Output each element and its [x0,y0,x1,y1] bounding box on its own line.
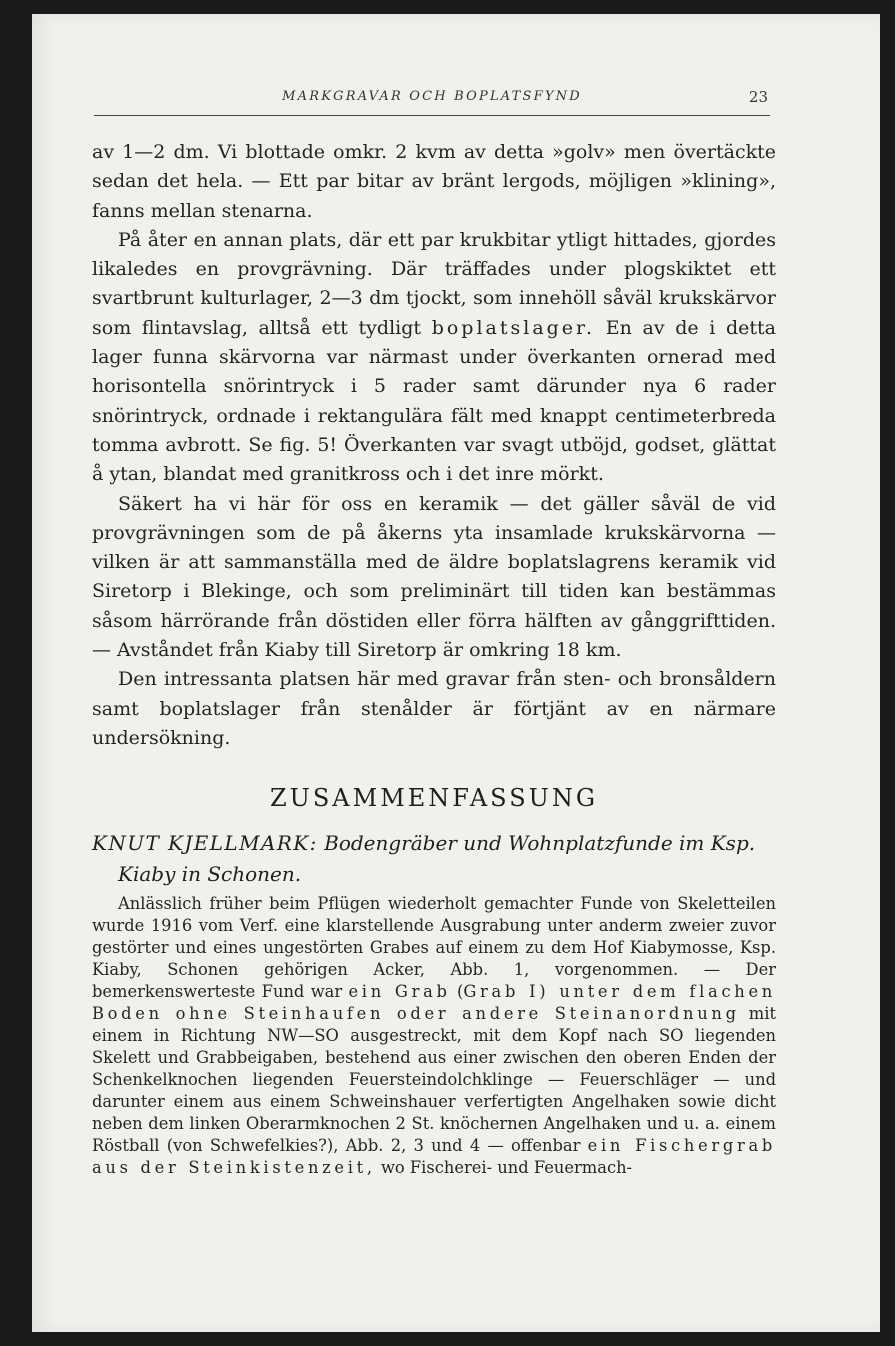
paragraph-1 [92,138,776,226]
paragraph-1-text: av 1—2 dm. Vi blottade omkr. 2 kvm av detta »golv» men övertäckte sedan det hela. — Ett par bitar av bränt lergods, möjligen »klining», fanns mellan stenarna. [92,141,776,222]
summary-text-c: mit einem in Richtung NW—SO ausgestreckt, mit dem Kopf nach SO liegenden Skelett und Grabbeigaben, bestehend aus einer zwischen den oberen Enden der Schenkelknochen liegenden Feuersteindolchklinge — Feuerschläger — und darunter einem aus einem Schweinshauer verfertigten Angelhaken sowie dicht neben dem linken Oberarmknochen 2 St. knöchernen Angelhaken und u. a. einem Röstball (von Schwefelkies?), Abb. 2, 3 und 4 — offenbar [92,1004,776,1156]
paragraph-2-text-b: En av de i detta lager funna skärvorna var närmast under överkanten ornerad med horisontella snörintryck i 5 rader samt därunder nya 6 rader snörintryck, ordnade i rektangulära fält med knappt centimeterbreda tomma avbrott. Se fig. 5! Överkanten var svagt utböjd, godset, glättat å ytan, blandat med granitkross och i det inre mörkt. [92,316,776,486]
page-number: 23 [748,88,768,106]
summary-paragraph [92,893,776,1179]
summary-heading: ZUSAMMENFASSUNG [269,784,599,813]
paragraph-2 [92,226,776,490]
running-head: MARKGRAVAR OCH BOPLATSFYND [282,89,582,104]
paragraph-3-text: Säkert ha vi här för oss en keramik — det gäller såväl de vid provgrävningen som de på åkerns yta insamlade krukskärvorna — vilken är att sammanställa med de äldre boplatslagrens keramik vid Siretorp i Blekinge, och som preliminärt till tiden kan bestämmas såsom härrörande från döstiden eller förra hälften av gånggrifttiden. — Avståndet från Kiaby till Siretorp är omkring 18 km. [92,492,776,662]
spaced-term-ein-grab: ein Grab [348,982,451,1002]
spaced-term-grab-i: Grab I) unter dem flachen Boden ohne Steinhaufen oder andere Steinanordnung [92,982,776,1024]
summary-title-line-1: Bodengräber und Wohnplatzfunde im Ksp. [317,831,756,856]
paragraph-4-text: Den intressanta platsen här med gravar från sten- och bronsåldern samt boplatslager från stenålder är förtjänt av en närmare undersökning. [92,668,776,749]
book-page [32,14,880,1332]
summary-text-b: ( [450,982,464,1002]
summary-title-line-2: Kiaby in Schonen. [118,862,302,887]
page-header [94,87,770,116]
summary-author: KNUT KJELLMARK: [92,831,318,856]
summary-text-a: Anlässlich früher beim Pflügen wiederholt gemachter Funde von Skeletteilen wurde 1916 vom Verf. eine klarstellende Ausgrabung unter anderm zweier zuvor gestörter und eines ungestörten Grabes auf einem zu dem Hof Kiabymosse, Ksp. Kiaby, Schonen gehörigen Acker, Abb. 1, vorgenommen. — Der bemerkenswerteste Fund war [92,894,776,1002]
spaced-term-fischergrab: ein Fischergrab aus der Steinkistenzeit, [92,1136,776,1178]
paragraph-3 [92,490,776,666]
page-content [92,138,776,1179]
spaced-term-boplatslager: boplatslager. [431,316,596,339]
paragraph-4 [92,665,776,753]
summary-title [92,828,776,890]
summary-text-d: wo Fischerei- und Feuermach- [375,1158,633,1178]
paragraph-2-text-a: På åter en annan plats, där ett par krukbitar ytligt hittades, gjordes likaledes en provgrävning. Där träffades under plogskiktet ett svartbrunt kulturlager, 2—3 dm tjockt, som innehöll såväl krukskärvor som flintavslag, alltså ett tydligt [92,228,776,339]
